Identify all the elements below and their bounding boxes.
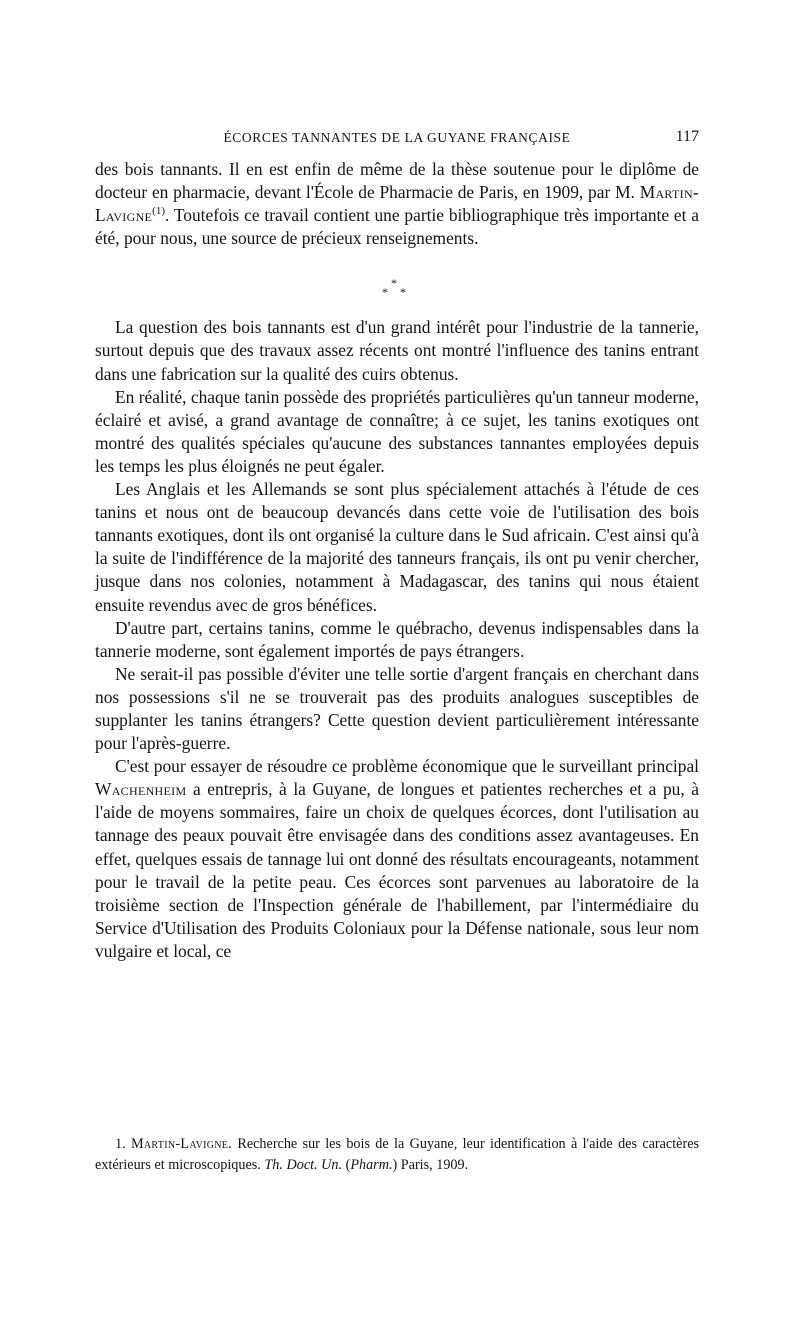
footnote: [95, 1134, 699, 1176]
paragraph-7-text-b: a entrepris, à la Guyane, de longues et patientes recherches et a pu, à l'aide de moyens sommaires, faire un choix de quelques écorces, dont l'utilisation au tannage des peaux pouvait être envisagée dans des conditions assez avantageuses. En effet, quelques essais de tannage lui ont donné des résultats encourageants, notamment pour le travail de la petite peau. Ces écorces sont parvenues au laboratoire de la troisième section de l'Inspection générale de l'habillement, par l'intermédiaire du Service d'Utilisation des Produits Coloniaux pour la Défense nationale, sous leur nom vulgaire et local, ce: [95, 779, 699, 961]
surveyor-name: Wachenheim: [95, 779, 187, 800]
paragraph-1: [95, 158, 699, 250]
body-text: [95, 158, 699, 963]
page-number: 117: [675, 128, 699, 145]
paragraph-6: Ne serait-il pas possible d'éviter une telle sortie d'argent français en cherchant dans nos possessions s'il ne se trouverait pas des produits analogues susceptibles de supplanter les tanins étrangers? Cette question devient particulièrement intéressante pour l'après-guerre.: [95, 663, 699, 754]
paragraph-7-text-a: C'est pour essayer de résoudre ce problème économique que le surveillant principal: [115, 756, 699, 777]
paragraph-1-text-a: des bois tannants. Il en est enfin de même de la thèse soutenue pour le diplôme de docteur en pharmacie, devant l'École de Pharmacie de Paris, en 1909, par M.: [95, 159, 699, 203]
running-title: ÉCORCES TANNANTES DE LA GUYANE FRANÇAISE: [223, 130, 571, 145]
footnote-number: 1.: [115, 1136, 126, 1152]
paragraph-1-text-b: . Toutefois ce travail contient une partie bibliographique très importante et a été, pour nous, une source de précieux renseignements.: [95, 205, 699, 249]
footnote-text-a: Recherche sur les bois de la Guyane, leur identification à l'aide des caractères extérieurs et microscopiques.: [95, 1136, 700, 1173]
paragraph-3: En réalité, chaque tanin possède des propriétés particulières qu'un tanneur moderne, éclairé et avisé, a grand avantage de connaître; à ce sujet, les tanins exotiques ont montré des qualités spéciales qu'aucune des substances tannantes employées depuis les temps les plus éloignés ne peut égaler.: [95, 386, 699, 476]
paragraph-7: [95, 755, 699, 963]
running-head: [95, 128, 699, 150]
paragraph-4: Les Anglais et les Allemands se sont plus spécialement attachés à l'étude de ces tanins et nous ont de beaucoup devancés dans cette voie de l'utilisation des bois tannants exotiques, dont ils ont organisé la culture dans le Sud africain. C'est ainsi qu'à la suite de l'indifférence de la majorité des tanneurs français, ils ont pu venir chercher, jusque dans nos colonies, notamment à Madagascar, des tanins qui nous étaient ensuite revendus avec de gros bénéfices.: [95, 479, 699, 615]
footnote-reference: (1): [152, 205, 165, 218]
asterism-separator: [95, 250, 699, 316]
asterism-star-top: *: [391, 276, 397, 291]
footnote-author: Martin-Lavigne.: [130, 1136, 233, 1152]
asterism-star-left: *: [382, 285, 388, 300]
footnote-text-b: (: [342, 1157, 351, 1173]
footnote-journal: Th. Doct. Un.: [264, 1157, 343, 1173]
footnote-faculty: Pharm.: [350, 1157, 393, 1173]
footnote-text-c: ) Paris, 1909.: [392, 1157, 469, 1173]
asterism-star-right: *: [400, 285, 406, 300]
author-name: Martin-Lavigne: [95, 182, 699, 226]
paragraph-2: La question des bois tannants est d'un grand intérêt pour l'industrie de la tannerie, surtout depuis que des travaux assez récents ont montré l'influence des tanins entrant dans une fabrication sur la qualité des cuirs obtenus.: [95, 317, 699, 384]
footnote-1: [95, 1134, 699, 1176]
paragraph-5: D'autre part, certains tanins, comme le québracho, devenus indispensables dans la tannerie moderne, sont également importés de pays étrangers.: [95, 617, 699, 661]
